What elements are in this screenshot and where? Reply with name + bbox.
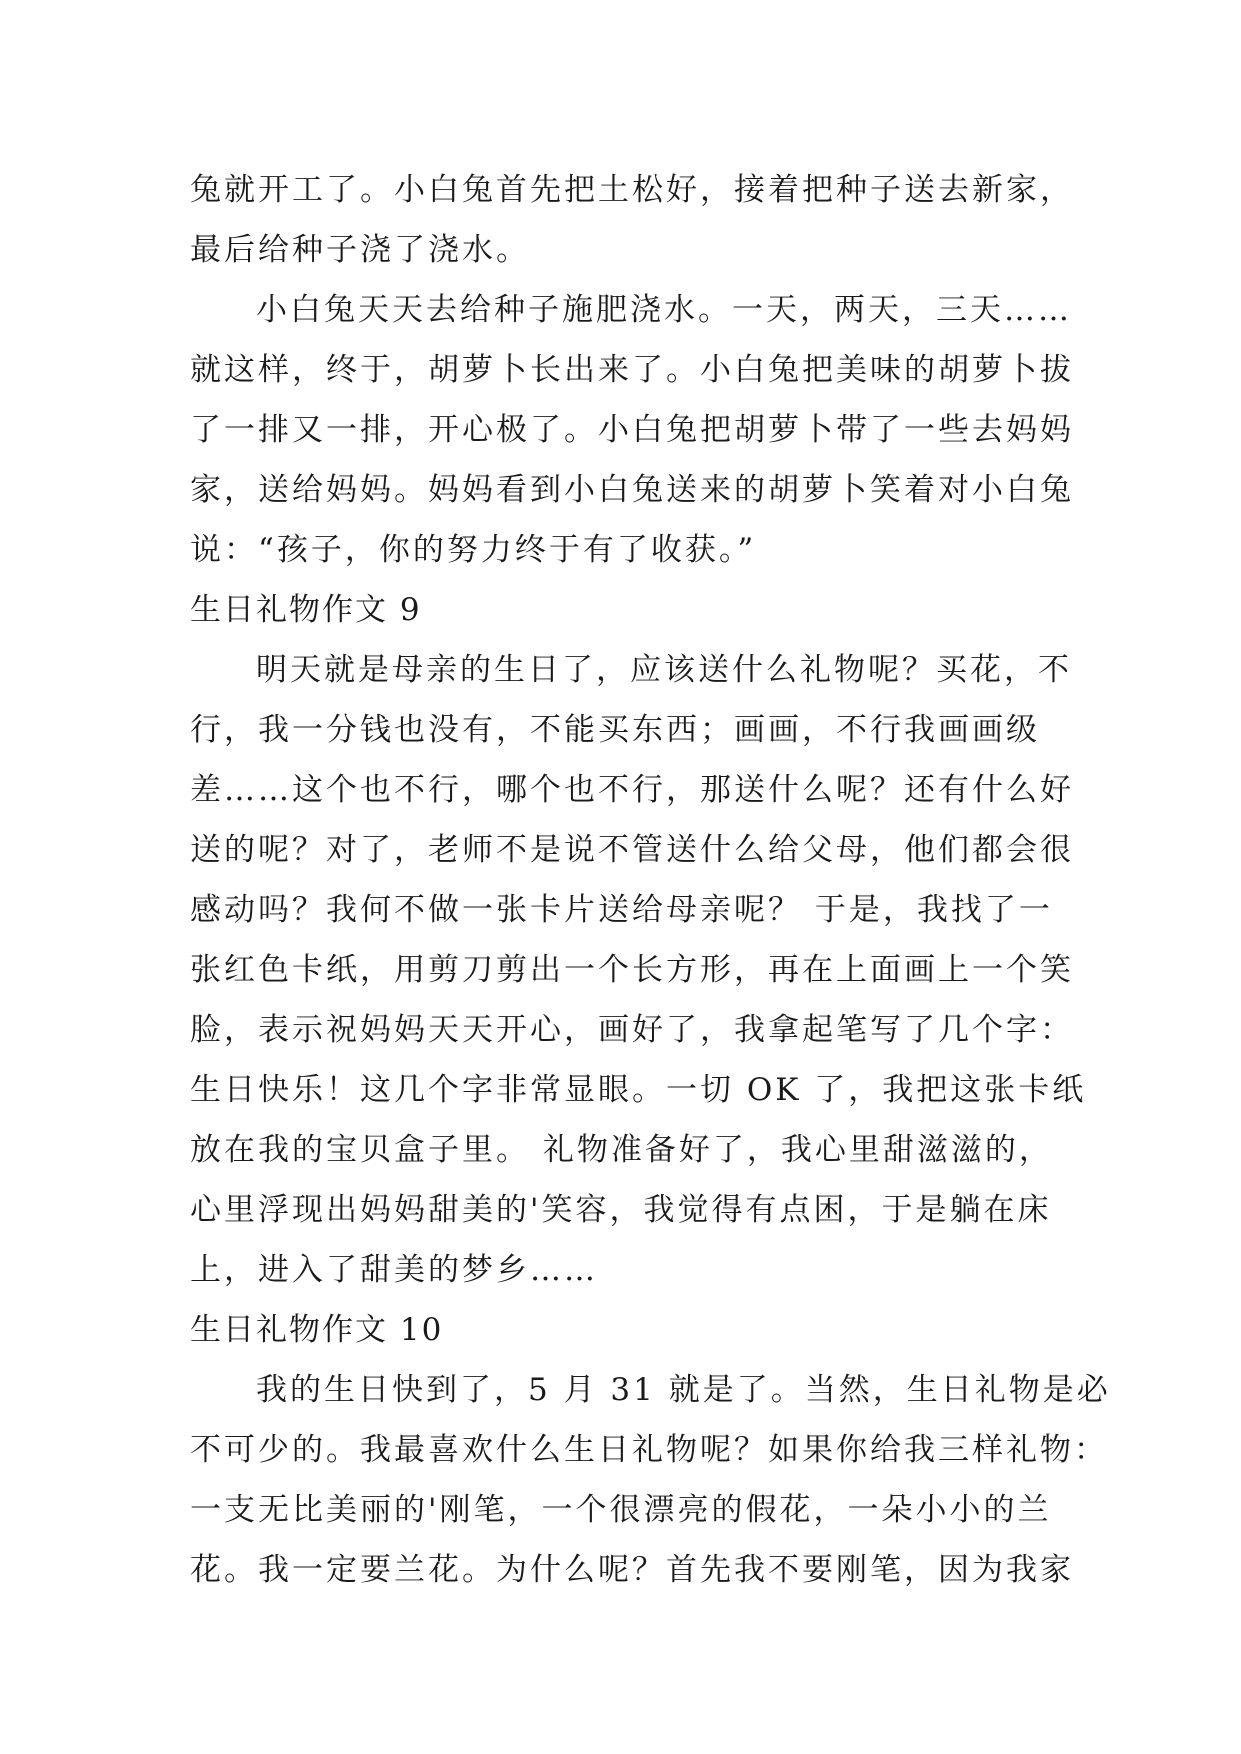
text-line: 差……这个也不行，哪个也不行，那送什么呢？还有什么好 <box>190 772 1074 808</box>
text-line: 脸，表示祝妈妈天天开心，画好了，我拿起笔写了几个字： <box>190 1012 1074 1048</box>
text-line: 感动吗？我何不做一张卡片送给母亲呢？ 于是，我找了一 <box>190 892 1053 928</box>
text-line: 行，我一分钱也没有，不能买东西；画画，不行我画画级 <box>190 712 1040 748</box>
text-line: 生日快乐！这几个字非常显眼。一切 OK 了，我把这张卡纸 <box>190 1072 1087 1108</box>
text-line: 小白兔天天去给种子施肥浇水。一天，两天，三天…… <box>256 292 1072 328</box>
text-line: 送的呢？对了，老师不是说不管送什么给父母，他们都会很 <box>190 832 1074 868</box>
text-line: 不可少的。我最喜欢什么生日礼物呢？如果你给我三样礼物： <box>190 1432 1108 1468</box>
text-line: 了一排又一排，开心极了。小白兔把胡萝卜带了一些去妈妈 <box>190 412 1074 448</box>
text-line: 兔就开工了。小白兔首先把土松好，接着把种子送去新家， <box>190 172 1074 208</box>
paragraph <box>190 640 1087 1300</box>
paragraph <box>190 1360 1111 1600</box>
text-line: 花。我一定要兰花。为什么呢？首先我不要刚笔，因为我家 <box>190 1552 1074 1588</box>
text-line: 就这样，终于，胡萝卜长出来了。小白兔把美味的胡萝卜拔 <box>190 352 1074 388</box>
text-line: 最后给种子浇了浇水。 <box>190 232 530 268</box>
text-line: 明天就是母亲的生日了，应该送什么礼物呢？买花，不 <box>256 652 1072 688</box>
text-line: 说：“孩子，你的努力终于有了收获。” <box>190 532 757 568</box>
section-heading: 生日礼物作文 9 <box>190 592 422 628</box>
text-line: 心里浮现出妈妈甜美的'笑容，我觉得有点困，于是躺在床 <box>190 1192 1052 1228</box>
text-line: 我的生日快到了，5 月 31 就是了。当然，生日礼物是必 <box>256 1372 1111 1408</box>
text-line: 家，送给妈妈。妈妈看到小白兔送来的胡萝卜笑着对小白兔 <box>190 472 1074 508</box>
text-line: 放在我的宝贝盒子里。 礼物准备好了，我心里甜滋滋的， <box>190 1132 1053 1168</box>
document-body <box>190 160 1111 1600</box>
paragraph <box>190 280 1074 580</box>
text-line: 上，进入了甜美的梦乡…… <box>190 1252 598 1288</box>
paragraph <box>190 160 1074 280</box>
section-heading: 生日礼物作文 10 <box>190 1312 444 1348</box>
text-line: 张红色卡纸，用剪刀剪出一个长方形，再在上面画上一个笑 <box>190 952 1074 988</box>
text-line: 一支无比美丽的'刚笔，一个很漂亮的假花，一朵小小的兰 <box>190 1492 1052 1528</box>
